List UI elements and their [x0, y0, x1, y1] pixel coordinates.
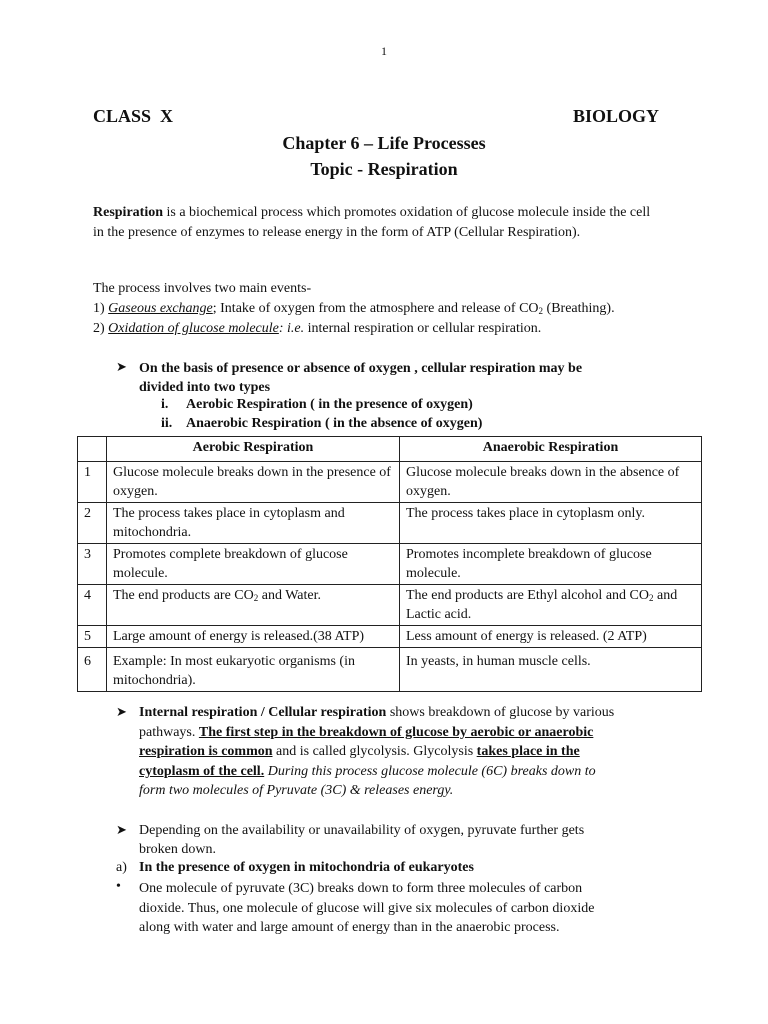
row-number: 5 [78, 626, 107, 648]
intro-paragraph [93, 203, 743, 243]
topic-title: Topic - Respiration [310, 159, 458, 179]
depending-paragraph: Depending on the availability or unavailability of oxygen, pyruvate further gets broken down. [139, 823, 585, 857]
aerobic-cell: The process takes place in cytoplasm and mitochondria. [107, 503, 400, 544]
event-2-ie: : i.e. [278, 321, 305, 336]
anaerobic-cell: The process takes place in cytoplasm only. [400, 503, 702, 544]
events-lead: The process involves two main events- [93, 281, 312, 296]
section-a-paragraph: One molecule of pyruvate (3C) breaks down to form three molecules of carbon dioxide. Thus, one molecule of glucose will give six molecules of carbon dioxide along with water and large amount of energy than in the anaerobic process. [139, 881, 595, 935]
aerobic-cell: The end products are $CO_2$ and Water. [107, 585, 400, 626]
event-1-text-b: (Breathing). [543, 301, 615, 316]
event-1-term: Gaseous exchange [108, 301, 213, 316]
basis-line-1: On the basis of presence or absence of oxygen , cellular respiration may be [139, 361, 583, 376]
section-a-title: In the presence of oxygen in mitochondria of eukaryotes [139, 860, 474, 875]
table-header-anaerobic: Anaerobic Respiration [400, 437, 702, 462]
anaerobic-cell: Promotes incomplete breakdown of glucose molecule. [400, 544, 702, 585]
event-1-sub: 2 [538, 306, 544, 316]
row-number: 6 [78, 648, 107, 692]
type-1-text: Aerobic Respiration ( in the presence of oxygen) [186, 397, 473, 412]
class-label: CLASS X [93, 106, 174, 126]
table-row [78, 544, 702, 585]
intro-term: Respiration [93, 205, 163, 220]
arrow-bullet-icon: ➤ [116, 822, 127, 837]
aerobic-cell: Large amount of energy is released.(38 ATP) [107, 626, 400, 648]
row-number: 3 [78, 544, 107, 585]
anaerobic-cell: Less amount of energy is released. (2 ATP) [400, 626, 702, 648]
arrow-bullet-icon: ➤ [116, 704, 127, 719]
chapter-title: Chapter 6 – Life Processes [282, 133, 486, 153]
table-row [78, 626, 702, 648]
event-2-text: internal respiration or cellular respiration. [304, 321, 542, 336]
intro-definition-2: in the presence of enzymes to release energy in the form of ATP (Cellular Respiration). [93, 225, 581, 240]
table-row [78, 462, 702, 503]
row-number: 4 [78, 585, 107, 626]
page-number: 1 [381, 44, 387, 58]
aerobic-cell: Promotes complete breakdown of glucose molecule. [107, 544, 400, 585]
table-header-number [78, 437, 107, 462]
row-number: 1 [78, 462, 107, 503]
table-row [78, 585, 702, 626]
intro-definition-1: is a biochemical process which promotes oxidation of glucose molecule inside the cell [163, 205, 651, 220]
event-1-num: 1) [93, 301, 109, 316]
aerobic-cell: Example: In most eukaryotic organisms (in mitochondria). [107, 648, 400, 692]
basis-line-2: divided into two types [139, 380, 271, 395]
subject-label: BIOLOGY [573, 106, 660, 126]
event-2-term: Oxidation of glucose molecule [108, 321, 279, 336]
aerobic-cell: Glucose molecule breaks down in the presence of oxygen. [107, 462, 400, 503]
type-2-text: Anaerobic Respiration ( in the absence of oxygen) [186, 416, 483, 431]
table-row [78, 648, 702, 692]
table-header-aerobic: Aerobic Respiration [107, 437, 400, 462]
table-row [78, 503, 702, 544]
arrow-bullet-icon: ➤ [116, 359, 127, 374]
section-a-label: a) [116, 860, 127, 875]
event-2-num: 2) [93, 321, 109, 336]
internal-respiration-paragraph: Internal respiration / Cellular respiration shows breakdown of glucose by various pathways. The first step in the breakdown of glucose by aerobic or anaerobic respiration is common and is called glycolysis. Glycolysis takes place in the cytoplasm of the cell. During this process glucose molecule (6C) breaks down to form two molecules of Pyruvate (3C) & releases energy. [139, 705, 615, 798]
anaerobic-cell: In yeasts, in human muscle cells. [400, 648, 702, 692]
table-header-row [78, 437, 702, 462]
anaerobic-cell: Glucose molecule breaks down in the absence of oxygen. [400, 462, 702, 503]
bullet-dot-icon: • [116, 879, 121, 894]
basis-paragraph [139, 359, 699, 397]
type-1-num: i. [161, 397, 169, 412]
events-paragraph [93, 279, 733, 339]
type-2-num: ii. [161, 416, 173, 431]
anaerobic-cell: The end products are Ethyl alcohol and $CO_2$ and Lactic acid. [400, 585, 702, 626]
event-1-text-a: ; Intake of oxygen from the atmosphere and release of CO [212, 301, 539, 316]
row-number: 2 [78, 503, 107, 544]
comparison-table [77, 436, 702, 692]
